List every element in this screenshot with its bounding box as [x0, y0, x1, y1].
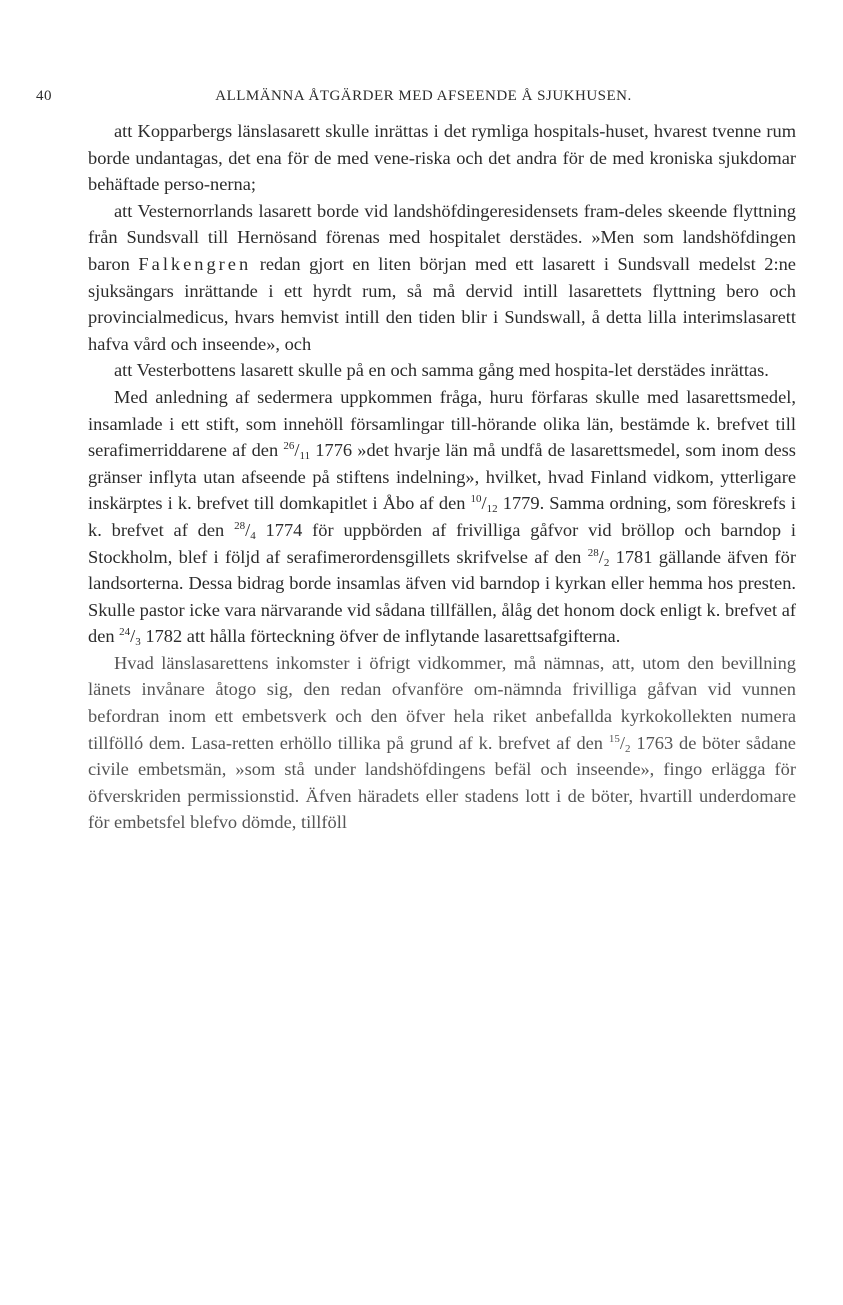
paragraph-text: 1776 »det hvarje län må undfå de lasarettsmedel, som inom dess gränser inflyta utan afseende på stiftens indelning», hvilket, hvad Finland vidkom, ytterligare inskärptes i k. brefvet till domkapitlet i Åbo af den — [88, 440, 796, 514]
date-month: 3 — [135, 636, 141, 649]
paragraph-lasarettsmedel: Med anledning af sedermera uppkommen fråga, huru förfaras skulle med lasarettsmedel, insamlade i ett stift, som innehöll församlingar till-hörande olika län, bestämde k. brefvet till serafimerriddarene af den $^{26}/_{11}$ 1776 »det hvarje län må undfå de lasarettsmedel, som inom dess gränser inflyta utan afseende på stiftens indelning», hvilket, hvad Finland vidkom, ytterligare inskärptes i k. brefvet till domkapitlet i Åbo af den $^{10}/_{12}$ 1779. Samma ordning, som föreskrefs i k. brefvet af den $^{28}/_4$ 1774 för uppbörden af frivilliga gåfvor vid bröllop och barndop i Stockholm, blef i följd af serafimerordensgillets skrifvelse af den $^{28}/_2$ 1781 gällande äfven för landsorterna. Dessa bidrag borde insamlas äfven vid barndop i kyrkan eller hemma hos presten. Skulle pastor icke vara närvarande vid sådana tillfällen, ålåg det honom dock enligt k. brefvet af den $^{24}/_3$ 1782 att hålla förteckning öfver de inflytande lasarettsafgifterna. — [88, 386, 796, 649]
date-month: 4 — [250, 529, 256, 542]
paragraph-text: att Vesternorrlands lasarett borde vid landshöfdingeresidensets fram-deles skeende flyttning från Sundsvall till Hernösand förenas med hospitalet derstädes. »Men som landshöfdingen baron — [88, 200, 796, 274]
paragraph-text: 1763 de böter sådane civile embetsmän, »som stå under landshöfdingens befäl och inseende», fingo erlägga för öfverskriden permissionstid. Äfven häradets eller stadens lott i de böter, hvartill underdomare för embetsfel blefvo dömde, tillföll — [88, 732, 796, 833]
spaced-name: Falkengren — [138, 253, 252, 274]
running-title: ALLMÄNNA ÅTGÄRDER MED AFSEENDE Å SJUKHUSEN. — [215, 88, 632, 104]
paragraph-text: Hvad länslasarettens inkomster i öfrigt vidkommer, må nämnas, att, utom den bevillning länets invånare åtogo sig, den redan ofvanföre om-nämnda frivilliga gåfvan vid vunnen befordran inom ett embetsverk och den öfver hela riket anbefallda kyrkokollekten numera tillfölló dem. Lasa-retten erhöllo tillika på grund af k. brefvet af den — [88, 652, 796, 753]
paragraph-vesterbotten — [88, 357, 796, 384]
paragraph-text: 1782 att hålla förteckning öfver de inflytande lasarettsafgifterna. — [145, 626, 621, 647]
date-day: 15 — [608, 732, 620, 745]
paragraph-text: att Vesterbottens lasarett skulle på en och samma gång med hospita-let derstädes inrättas. — [114, 360, 769, 381]
date-month: 2 — [625, 742, 631, 755]
paragraph-kopparberg — [88, 118, 796, 198]
date-month: 11 — [299, 450, 311, 463]
date-month: 2 — [603, 556, 610, 569]
page-number: 40 — [36, 88, 52, 104]
paragraph-text: Med anledning af sedermera uppkommen fråga, huru förfaras skulle med lasarettsmedel, insamlade i ett stift, som innehöll församlingar till-hörande olika län, bestämde k. brefvet till serafimerriddarene af den — [88, 386, 796, 461]
date-day: 28 — [234, 519, 246, 532]
paragraph-text: 1779. Samma ordning, som föreskrefs i k. brefvet af den — [88, 493, 796, 540]
date-day: 24 — [119, 626, 131, 639]
paragraph-text: att Kopparbergs länslasarett skulle inrättas i det rymliga hospitals-huset, hvarest tvenne rum borde undantagas, det ena för de med vene-riska och det andra för de med kroniska sjukdomar behäftade perso-nerna; — [88, 121, 796, 195]
running-head — [36, 88, 811, 110]
paragraph-inkomster: Hvad länslasarettens inkomster i öfrigt vidkommer, må nämnas, att, utom den bevillning länets invånare åtogo sig, den redan ofvanföre om-nämnda frivilliga gåfvan vid vunnen befordran inom ett embetsverk och den öfver hela riket anbefallda kyrkokollekten numera tillfölló dem. Lasa-retten erhöllo tillika på grund af k. brefvet af den $^{15}/_2$ 1763 de böter sådane civile embetsmän, »som stå under landshöfdingens befäl och inseende», fingo erlägga för öfverskriden permissionstid. Äfven häradets eller stadens lott i de böter, hvartill underdomare för embetsfel blefvo dömde, tillföll — [88, 652, 796, 833]
date-day: 10 — [470, 493, 482, 506]
date-month: 12 — [486, 503, 498, 516]
paragraph-text: 1774 för uppbörden af frivilliga gåfvor vid bröllop och barndop i Stockholm, blef i följd af serafimerordensgillets skrifvelse af den — [88, 519, 796, 567]
paragraph-text: 1781 gällande äfven för landsorterna. Dessa bidrag borde insamlas äfven vid barndop i kyrkan eller hemma hos presten. Skulle pastor icke vara närvarande vid sådana tillfällen, ålåg det honom dock enligt k. brefvet af den — [88, 546, 796, 647]
paragraph-text: redan gjort en liten början med ett lasarett i Sundsvall medelst 2:ne sjuksängars inrättande i ett hyrdt rum, så må dervid intill lasarettets flyttning bero och provincialmedicus, hvars hemvist intill den tiden blir i Sundswall, å detta lilla interimslasarett hafva vård och inseende», och — [88, 253, 796, 354]
date-day: 26 — [283, 440, 295, 453]
body-text — [88, 118, 796, 836]
date-day: 28 — [587, 546, 599, 559]
paragraph-vesternorrland — [88, 198, 796, 358]
